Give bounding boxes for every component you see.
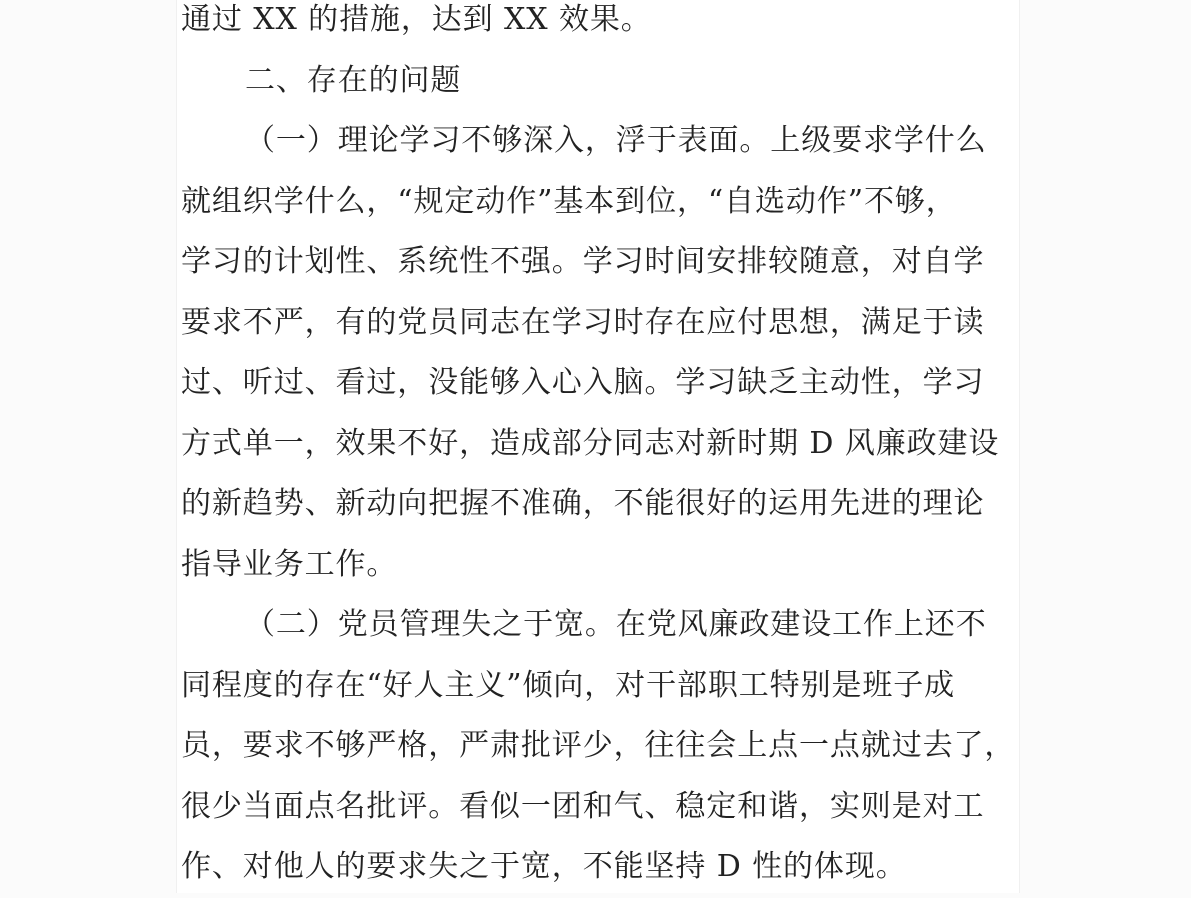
document-body bbox=[181, 0, 1016, 898]
body-line: 的新趋势、新动向把握不准确，不能很好的运用先进的理论 bbox=[181, 486, 985, 521]
body-line: 指导业务工作。 bbox=[181, 546, 398, 582]
body-line: 过、听过、看过，没能够入心入脑。学习缺乏主动性，学习 bbox=[181, 365, 985, 400]
body-line: 很少当面点名批评。看似一团和气、稳定和谐，实则是对工 bbox=[181, 788, 985, 824]
body-line: 学习的计划性、系统性不强。学习时间安排较随意，对自学 bbox=[181, 244, 985, 279]
subsection-heading-1: （一）理论学习不够深入，浮于表面。上级要求学什么 bbox=[245, 123, 987, 158]
body-line: 作、对他人的要求失之于宽，不能坚持 D 性的体现。 bbox=[181, 849, 907, 884]
body-line: 就组织学什么，“规定动作”基本到位，“自选动作”不够， bbox=[181, 183, 957, 219]
body-line: 方式单一，效果不好，造成部分同志对新时期 D 风廉政建设 bbox=[181, 425, 1000, 461]
body-line: 员，要求不够严格，严肃批评少，往往会上点一点就过去了， bbox=[181, 728, 1016, 763]
body-line: 要求不严，有的党员同志在学习时存在应付思想，满足于读 bbox=[181, 304, 985, 340]
section-heading: 二、存在的问题 bbox=[245, 62, 462, 98]
body-line: 通过 XX 的措施，达到 XX 效果。 bbox=[181, 2, 652, 37]
body-line: 同程度的存在“好人主义”倾向，对干部职工特别是班子成 bbox=[181, 667, 956, 703]
subsection-heading-2: （二）党员管理失之于宽。在党风廉政建设工作上还不 bbox=[245, 607, 987, 642]
